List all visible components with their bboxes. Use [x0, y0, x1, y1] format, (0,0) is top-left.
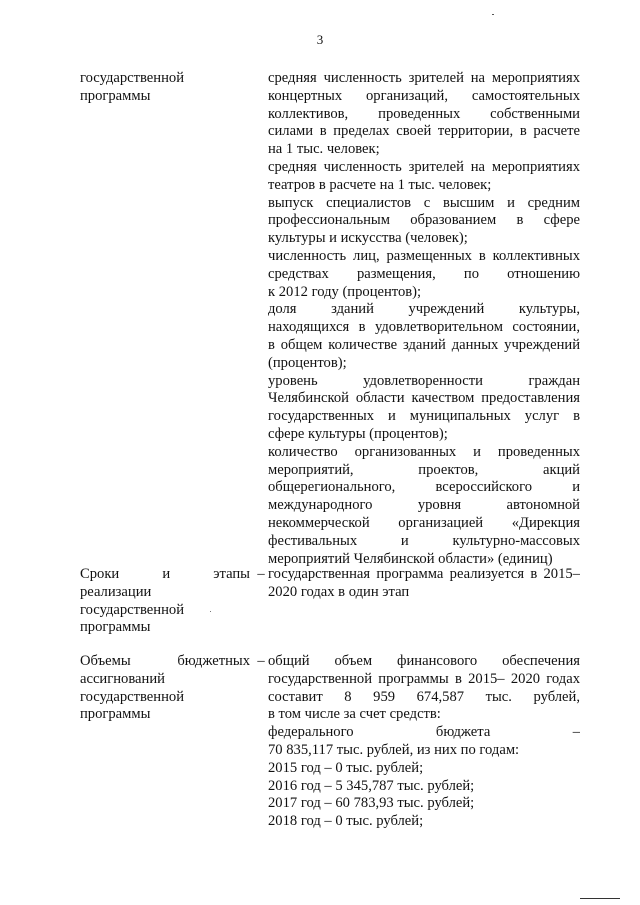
content-line: международного уровня автономной	[268, 497, 580, 514]
content-line: силами в пределах своей территории, в расчете	[268, 123, 580, 140]
label-line: ассигнований	[80, 670, 165, 687]
content-line: в том числе за счет средств:	[268, 706, 441, 723]
content-line: 2016 год – 5 345,787 тыс. рублей;	[268, 777, 475, 794]
content-line: мероприятий, проектов, акций	[268, 461, 580, 478]
content-line: численность лиц, размещенных в коллективных	[268, 247, 580, 264]
footer-rule	[580, 898, 620, 899]
content-line: некоммерческой организацией «Дирекция	[268, 514, 580, 531]
content-line: профессиональным образованием в сфере	[268, 212, 580, 229]
content-line: коллективов, проведенных собственными	[268, 105, 580, 122]
content-line: мероприятий Челябинской области» (единиц)	[268, 550, 553, 567]
content-line: государственных и муниципальных услуг в	[268, 408, 580, 425]
content-line: культуры и искусства (человек);	[268, 230, 468, 247]
content-line: Челябинской области качеством предоставления	[268, 390, 580, 407]
label-line: государственной	[80, 601, 185, 618]
section-label	[80, 653, 256, 724]
content-line: 70 835,117 тыс. рублей, из них по годам:	[268, 741, 520, 758]
label-line: программы	[80, 87, 151, 104]
content-line: уровень удовлетворенности граждан	[268, 372, 580, 389]
content-line: общерегионального, всероссийского и	[268, 479, 580, 496]
content-line: театров в расчете на 1 тыс. человек;	[268, 176, 492, 193]
section-label	[80, 566, 256, 637]
label-dash: –	[257, 653, 265, 669]
content-line: доля зданий учреждений культуры,	[268, 301, 580, 318]
content-line: государственная программа реализуется в 2015–	[268, 566, 580, 582]
content-line: средняя численность зрителей на мероприятиях	[268, 158, 580, 175]
label-line: государственной	[80, 688, 185, 705]
content-line: сфере культуры (процентов);	[268, 425, 448, 442]
content-line: выпуск специалистов с высшим и средним	[268, 194, 580, 211]
content-line: (процентов);	[268, 354, 347, 371]
label-line: реализации	[80, 583, 152, 600]
content-line: в общем количестве зданий данных учреждений	[268, 336, 580, 353]
scan-speck	[492, 14, 494, 15]
content-line: 2018 год – 0 тыс. рублей;	[268, 813, 424, 830]
content-line: количество организованных и проведенных	[268, 443, 580, 460]
section-content	[268, 70, 580, 568]
content-line: средняя численность зрителей на мероприятиях	[268, 70, 580, 86]
content-line: федерального бюджета –	[268, 724, 580, 741]
content-line: фестивальных и культурно-массовых	[268, 532, 580, 549]
label-line: программы	[80, 619, 151, 636]
content-line: на 1 тыс. человек;	[268, 141, 380, 158]
section-label	[80, 70, 256, 106]
section-content	[268, 653, 580, 831]
content-line: составит 8 959 674,587 тыс. рублей,	[268, 688, 580, 705]
label-line: программы	[80, 706, 151, 723]
content-line: 2020 годах в один этап	[268, 583, 410, 600]
scan-speck	[210, 611, 211, 612]
label-line: Сроки и этапы	[80, 566, 250, 582]
content-line: 2015 год – 0 тыс. рублей;	[268, 759, 424, 776]
label-line: Объемы бюджетных	[80, 653, 250, 669]
content-line: концертных организаций, самостоятельных	[268, 87, 580, 104]
content-line: общий объем финансового обеспечения	[268, 653, 580, 669]
content-line: государственной программы в 2015– 2020 годах	[268, 670, 580, 687]
label-dash: –	[257, 566, 265, 582]
content-line: находящихся в удовлетворительном состоянии,	[268, 319, 580, 336]
content-line: 2017 год – 60 783,93 тыс. рублей;	[268, 795, 475, 812]
content-line: к 2012 году (процентов);	[268, 283, 422, 300]
section-content	[268, 566, 580, 602]
page-number: 3	[316, 32, 324, 47]
label-line: государственной	[80, 70, 185, 86]
content-line: средствах размещения, по отношению	[268, 265, 580, 282]
